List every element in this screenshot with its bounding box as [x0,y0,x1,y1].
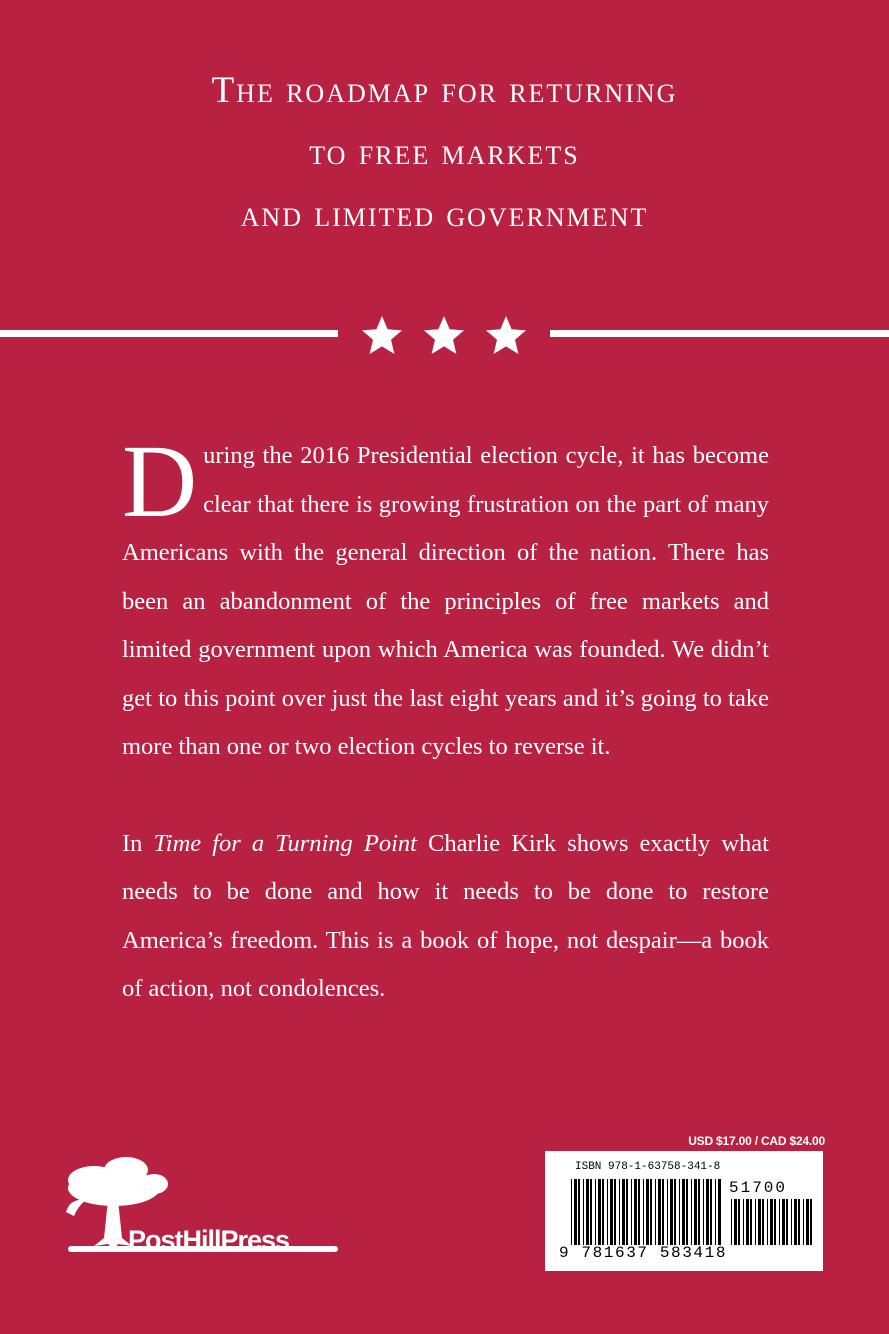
headline-line-2: to free markets [309,132,580,173]
blurb-paragraph-2 [122,820,769,1014]
barcode-bar [731,1199,732,1245]
barcode-addon-code: 51700 [729,1179,788,1197]
barcode-bar [619,1179,620,1245]
barcode-bar [586,1179,589,1245]
barcode-bar [607,1179,608,1245]
barcode-bar [806,1199,809,1245]
barcode-bar [626,1179,628,1245]
barcode-bar [674,1179,676,1245]
blurb [122,424,769,1014]
barcode-bar [758,1199,761,1245]
barcode-bar [791,1199,792,1245]
barcode-bar [574,1179,577,1245]
barcode-bar [746,1199,749,1245]
barcode-bar [767,1199,768,1245]
barcode-bar [646,1179,649,1245]
barcode-bar [691,1179,692,1245]
barcode-bar [679,1179,680,1245]
headline-line-3: and limited government [240,194,649,235]
barcode-bar [698,1179,700,1245]
barcode-bar [622,1179,625,1245]
barcode-bar [658,1179,661,1245]
barcode-bar [614,1179,616,1245]
star-icon [486,316,526,354]
addon-bars [731,1199,813,1245]
barcode-bar [643,1179,644,1245]
blurb-paragraph-2-lead: In [122,829,154,857]
star-divider [0,316,889,356]
barcode-bar [710,1179,712,1245]
isbn-barcode [545,1151,823,1271]
barcode-bar [750,1199,752,1245]
back-cover-headline [0,60,889,246]
publisher-name: PostHillPress [128,1225,290,1255]
barcode-bar [706,1179,709,1245]
barcode-bar [734,1199,737,1245]
barcode-bar [602,1179,604,1245]
barcode-bar [774,1199,776,1245]
barcode-bar [686,1179,688,1245]
stars-group [362,316,527,356]
barcode-bar [770,1199,773,1245]
barcode-bar [694,1179,697,1245]
blurb-paragraph-2-text: Charlie Kirk shows exactly what needs to be done and how it needs to be done to restore America’s freedom. This is a book of hope, not despair—a book of action, not condolences. [122,829,769,1002]
barcode-bar [738,1199,740,1245]
blurb-paragraph-1-text: uring the 2016 Presidential election cycle, it has become clear that there is growing frustration on the part of many Americans with the general direction of the nation. There has been an abandonment of the principles of free markets and limited government upon which America was founded. We didn’t get to this point over just the last eight years and it’s going to take more than one or two election cycles to reverse it. [122,442,769,760]
barcode-bar [794,1199,797,1245]
barcode-bar [798,1199,800,1245]
price-label: USD $17.00 / CAD $24.00 [688,1134,825,1148]
barcode-bar [779,1199,780,1245]
barcode-bar [718,1179,721,1245]
isbn-text: ISBN 978-1-63758-341-8 [575,1161,721,1173]
divider-rule-right [550,330,889,337]
publisher-logo [64,1150,354,1270]
barcode-bar [682,1179,685,1245]
headline-line-1: The roadmap for returning [211,70,678,111]
barcode-bar [634,1179,637,1245]
barcode-bar [650,1179,652,1245]
divider-rule-left [0,330,338,337]
ean-digits: 9 781637 583418 [559,1244,728,1262]
barcode-bar [786,1199,788,1245]
barcode-bar [583,1179,584,1245]
barcode-bar [715,1179,716,1245]
book-title: Time for a Turning Point [153,829,417,857]
barcode-bar [610,1179,613,1245]
drop-cap: D [122,424,198,539]
barcode-bar [755,1199,756,1245]
barcode-bar [667,1179,668,1245]
barcode-bar [571,1179,572,1245]
barcode-bar [670,1179,673,1245]
star-icon [362,316,402,354]
barcode-bar [590,1179,592,1245]
barcode-bar [631,1179,632,1245]
barcode-bar [803,1199,804,1245]
ean13-bars [571,1179,721,1245]
barcode-bar [743,1199,744,1245]
barcode-bar [703,1179,704,1245]
barcode-bar [655,1179,656,1245]
barcode-bar [598,1179,601,1245]
barcode-bar [782,1199,785,1245]
blurb-paragraph-1 [122,424,769,772]
barcode-bar [662,1179,664,1245]
barcode-bar [595,1179,596,1245]
star-icon [424,316,464,354]
barcode-bar [638,1179,640,1245]
barcode-bar [762,1199,764,1245]
barcode-bar [810,1199,812,1245]
barcode-bar [578,1179,580,1245]
